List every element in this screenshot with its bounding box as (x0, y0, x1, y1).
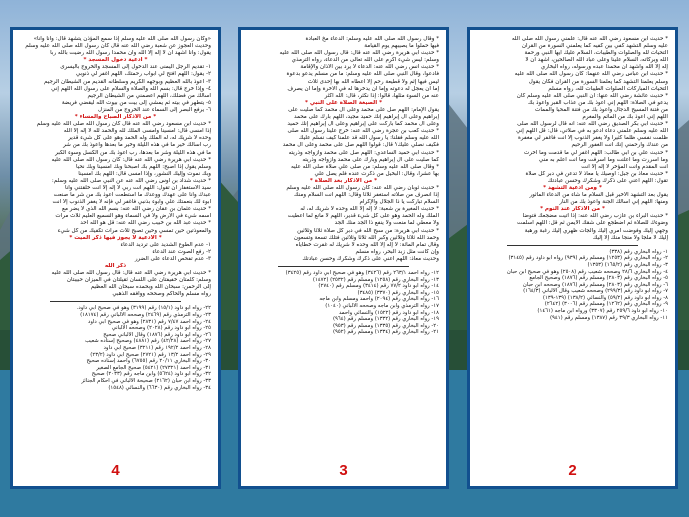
text-line: أنت المقدم وأنت المؤخر لا إله إلا أنت (581, 163, 668, 170)
text-line: * حديث شداد بن أوس رضي الله عنه عن النبي صلى الله عليه وسلم: (51, 177, 211, 184)
section-heading: ذكر الله (104, 263, 127, 269)
text-line: إبراهيم وعلى آل إبراهيم إنك حميد مجيد، اللهم بارك على محمد (294, 114, 439, 121)
text-line: ٦- يرفع البصر إلى السماء عند الخروج من المنزل (98, 106, 211, 113)
text-line: * حديث البراء بن عازب رضي الله عنه: إذا أتيت مضجعك فتوضأ (522, 213, 668, 220)
text-line: وحديث العجوز عن شعبة رضي الله عنه قال كان رسول الله صلى الله عليه وسلم (25, 43, 211, 50)
text-line: أسألك من فضلك، اللهم اعصمني من الشيطان الرجيم (87, 92, 211, 99)
section-heading: * من الأذكار بعد الصلاة * (309, 177, 378, 184)
page-3-footnotes (248, 270, 439, 336)
text-line: * حديث ابن عباس رضي الله عنهما: كان رسول الله صلى الله عليه (514, 71, 668, 78)
text-line: * حديث علي بن أبي طالب: اللهم اغفر لي ما قدمت وما أخرت (524, 149, 668, 156)
footnote: ٣٠- رواه البخاري ٢٠/١١ رقم (٦٧٥٥) وأحمد إسناده صحيح (86, 358, 211, 365)
text-line: إلى الرحمن: سبحان الله وبحمده سبحان الله العظيم (90, 284, 211, 291)
section-heading: * من الأذكار الصباح والمساء * (74, 114, 157, 121)
text-line: وحده لا شريك له، له الملك وله الحمد وهو على كل شيء قدير (68, 135, 211, 142)
footnote: ٣٢- رواه أبو داود (٥٦٢٤) وابن ماجه رقم (٢٠٣٣) صحيح (91, 371, 211, 378)
text-line: ١- تقديم الرجل اليمنى عند الدخول إلى المسجد والخروج باليسرى (60, 64, 211, 71)
text-line: * وقال صلى الله عليه وسلم: من صلى علي صلاة صلى الله عليه (290, 163, 439, 170)
text-line: من عندك وارحمني إنك أنت الغفور الرحيم (571, 142, 668, 149)
text-line: * حديث كعب بن عجرة رضي الله عنه: خرج علينا رسول الله صلى (287, 128, 439, 135)
text-line: ٢- رفع الصوت عند الدعاء (152, 248, 211, 255)
text-line: فكيف نصلي عليك؟ قال: قولوا اللهم صل على محمد وعلى آل محمد (282, 142, 439, 149)
text-line: * حديث ابن مسعود رضي الله عنه قال كان رسول الله صلى الله عليه وسلم (36, 121, 211, 128)
footnote: ١١- رواه البخاري ٣٩/٣ رقم (١٣٨٧) ومسلم رقم (٩٤١) (549, 314, 668, 321)
footnote: ٦- رواه البخاري رقم (٢٨٠٣) ومسلم رقم (١٨٧٦) وصححه ابن حبان (522, 281, 668, 288)
text-line: وحديث معاذ: اللهم أعني على ذكرك وشكرك وحسن عبادتك (302, 255, 439, 262)
text-line: رواه مسلم والحاكم وصححه ووافقه الذهبي (112, 291, 211, 298)
text-line: وإن كانت مثل زبد البحر، رواه مسلم (355, 248, 439, 255)
page-2 (467, 27, 678, 489)
page-number: 2 (568, 462, 577, 479)
footnote: ٣٣- رواه ابن حبان (٢١٦٢) صحيحة الألباني في أحكام الجنائز (81, 378, 211, 384)
section-heading: * الصيغة الصلاة على النبي * (304, 99, 383, 106)
footnote-divider (50, 301, 181, 302)
footnote: ٩- رواه البخاري رقم (١٢٦٢) ومسلم رقم (٣٠٠٦) (٢٦٤٢) (544, 301, 668, 308)
section-heading: * الأدعية لا يجوز فيها ذكر الميت * (69, 234, 162, 241)
text-line: * حديث عثمان بن عفان رضي الله عنه: بسم الله الذي لا يضر مع (62, 206, 211, 213)
text-line: * حديث أبي هريرة رضي الله عنه قال: قال رسول الله صلى الله عليه (51, 270, 211, 277)
text-line: السلام تباركت يا ذا الجلال والإكرام (359, 199, 439, 206)
footnote: ١٦- رواه البخاري رقم (٢٠٩٤) وأحمد ومسلم وابن ماجه (319, 296, 439, 303)
text-line: «وكان رسول الله صلى الله عليه وسلم إذا سمع المؤذن يتشهد قال: وأنا وأنا» (33, 36, 211, 42)
page-4 (10, 27, 221, 489)
section-heading: * من الأذكار عند النوم * (540, 206, 605, 213)
text-line: وقال تمام المائة: لا إله إلا الله وحده لا شريك له غفرت خطاياه (295, 241, 439, 248)
page-2-footnotes (477, 249, 668, 322)
text-line: * وقال رسول الله صلى الله عليه وسلم: الدعاء مخ العبادة (305, 36, 439, 42)
page-4-body (20, 36, 211, 298)
text-line: * حديث أبي هريرة رضي الله عنه قال: كان رسول الله صلى الله عليه (51, 156, 211, 163)
text-line: الملك وله الحمد وهو على كل شيء قدير، اللهم لا مانع لما أعطيت (287, 213, 439, 220)
text-line: يدعو في الصلاة: اللهم إني أعوذ بك من عذاب القبر وأعوذ بك (527, 99, 668, 106)
text-line: وعلى آل محمد كما باركت على إبراهيم وعلى آل إبراهيم إنك حميد (287, 121, 439, 128)
text-line: اسمه شيء في الأرض ولا في السماء وهو السميع العليم ثلاث مرات (55, 213, 211, 220)
footnote: ١٩- رواه البخاري رقم (١٣٣٢) ومسلم رقم (٩٦٤) (332, 316, 439, 323)
footnote: ١٥- رواه البخاري رقم (٣٣٧٠) (٣٤٨٥) (357, 289, 439, 296)
text-line: التحيات لله والصلوات والطيبات، السلام عليك أيها النبي ورحمة (524, 50, 668, 57)
text-line: يقول الإمام: اللهم صل على محمد وعلى آل محمد كما صليت على (288, 106, 439, 113)
text-line: وسلم: كلمتان خفيفتان على اللسان ثقيلتان في الميزان حبيبتان (66, 277, 211, 284)
footnote: ١- رواه البخاري رقم (٣٣٨) (609, 248, 668, 255)
footnote: ٢٩- رواه أحمد ١٣/٢ رقم (٢٧٢١) صحيح أبي داود (٢٣/٢) (90, 351, 211, 358)
footnote: ١٤- رواه أبو داود ٧٧/٢ رقم (٣٤١٤) ومسلم رقم (٢٧٤٠) (318, 283, 439, 290)
footnote: ٧- رواه أبو داود رقم (٢٩٩/٣) وصححه شعيب وقال الألباني (١٦٤/٣) (523, 288, 668, 295)
footnote: ٤- رواه البخاري ٢٨/٦ وصححه شعيب رقم (٢٥٠٨) وهو في صحيح ابن حبان (506, 268, 668, 275)
footnote: ٢- رواه البخاري رقم (١٢٥٣) ومسلم رقم (٩٣٩) رواه أبو داود رقم (٣١٤٥) (508, 255, 668, 262)
text-line: رب أسألك خير ما في هذه الليلة وخير ما بعدها وأعوذ بك من شر (63, 142, 211, 149)
text-line: أبوء لك بنعمتك علي وأبوء بذنبي فاغفر لي فإنه لا يغفر الذنوب إلا أنت (52, 199, 211, 206)
section-heading: * أدعية دخول المسجد * (83, 57, 148, 64)
page-2-body (477, 36, 668, 242)
text-line: تقول: اللهم أعني على ذكرك وشكرك وحسن عبادتك (547, 177, 668, 184)
text-line: * حديث عبد الله بن خبيب رضي الله عنه: قل هو الله أحد (80, 220, 211, 227)
page-3-body (248, 36, 439, 263)
footnote: ١٧- رواه الترمذي وابن ماجه وصححه الألباني (١٠٤٠) (325, 302, 439, 309)
text-line: ٥- يتطهر في بيته ثم يمشي إلى بيت من بيوت الله ليقضي فريضة (61, 99, 211, 106)
text-line: وحمد الله ثلاثا وثلاثين وكبر الله ثلاثا وثلاثين فتلك تسعة وتسعون (293, 234, 439, 241)
footnote: ٨- رواه أبو داود رقم (٥٩/٢) والنسائي (١٣٨/٢) (١٣٩-١٣٩) (542, 294, 668, 301)
page-number: 3 (339, 462, 348, 479)
text-line: ٣- أعوذ بالله العظيم وبوجهه الكريم وسلطانه القديم من الشيطان الرجيم (44, 78, 211, 85)
text-line: * حديث أبي هريرة رضي الله عنه قال: قال رسول الله صلى الله عليه (279, 50, 439, 57)
text-line: والمعوذتين حين تمسي وحين تصبح ثلاث مرات تكفيك من كل شيء (57, 227, 211, 234)
footnote: ٢٤- رواه أحمد ٧/٤٧ رقم (٢٨٣١) وهو في صحيح أبي داود (88, 318, 211, 325)
text-line: ٢- يقول: اللهم افتح لي أبواب رحمتك، اللهم اغفر لي ذنوبي (75, 71, 211, 78)
text-line: * حديث أبي بكر الصديق رضي الله عنه: أنه قال لرسول الله صلى (517, 121, 668, 128)
text-line: ١- عدم الطوع الشديد على ترديد الدعاء (120, 241, 211, 248)
text-line: ومنها: اللهم إني أسألك الجنة وأعوذ بك من النار (559, 199, 668, 206)
footnote: ٢٢- رواه أبو داود (١٥/١) رقم (٣١٩٩) وهو في صحيح أبي داود. (76, 305, 211, 312)
text-line: ليس فيها إثم ولا قطيعة رحم إلا أعطاه الله بها إحدى ثلاث (307, 78, 439, 85)
text-line: عنه من السوء مثلها، قالوا: إذا نكثر، قال: الله أكثر (324, 92, 439, 99)
page-3 (238, 27, 449, 489)
text-line: إليك لا ملجأ ولا منجا منك إلا إليك (592, 234, 668, 241)
text-line: ولا معطي لما منعت ولا ينفع ذا الجد منك الجد (334, 220, 439, 227)
footnote: ٣- رواه البخاري رقم (١٦٥/٢) (١٣٥٣) (587, 261, 668, 268)
footnote: ٢٧- رواه أحمد (٤٢/٢٨) رقم (٤٨٨١) وصحيح إسناده شعيب (84, 338, 211, 345)
footnote: ٣٤- رواه البخاري رقم (٦٦٣٠) والنسائي (١٥٤٨) (108, 384, 211, 391)
text-line: كما صليت على آل إبراهيم وبارك على محمد وأزواجه وذريته (302, 156, 439, 163)
text-line: * حديث أبي حميد الساعدي: اللهم صل على محمد وأزواجه وذريته (288, 149, 439, 156)
footnote: ١٣- رواه البخاري رقم (١٢٥٨) ومسلم رقم (٢٥٣٢) (١٤٧٢) (312, 276, 439, 283)
text-line: * حديث أنس رضي الله عنه: الدعاء لا يرد بين الأذان والإقامة (300, 64, 439, 71)
text-line: إذا انصرف من صلاته استغفر ثلاثا وقال: اللهم أنت السلام ومنك (293, 192, 439, 199)
text-line: الله عليه وسلم علمني دعاء أدعو به في صلاتي، قال: قل اللهم إني (516, 128, 668, 135)
text-line: ٣- عدم تفحص الدعاء على الضرر (134, 255, 211, 262)
footnote: ٢٠- رواه البخاري رقم (١٣٣٥) ومسلم رقم (٩٥٣) (332, 322, 439, 329)
text-line: * حديث المغيرة بن شعبة: لا إله إلا الله وحده لا شريك له، له (300, 206, 439, 213)
text-line: الله عليه وسلم فقلنا: يا رسول الله قد علمنا كيف نسلم عليك (298, 135, 439, 142)
footnote: ٢٥- رواه أبو داود رقم (٢٠٢٨) وصححه الألباني (111, 325, 211, 332)
section-heading: * ومن أدعية التشهد * (543, 184, 602, 191)
text-line: سيد الاستغفار أن تقول: اللهم أنت ربي لا إله إلا أنت خلقتني وأنا (64, 184, 211, 191)
text-line: إما أن يعجل له دعوته وإما أن يدخرها له في الآخرة وإما أن يصرف (287, 85, 439, 92)
footnote: ١٨- رواه أبو داود رقم (١٥٢٢) والنسائي وأحمد (339, 309, 439, 316)
text-line: عليه وسلم التشهد كفي بين كفيه كما يعلمني السورة من القرآن (521, 43, 668, 50)
text-line: من فتنة المسيح الدجال وأعوذ بك من فتنة المحيا والممات (535, 106, 668, 113)
footnote: ٢٣- رواه الترمذي رقم (٢٤٦٩) وصححه الألباني رقم (١٨١٧٤) (80, 312, 211, 319)
text-line: إذا أمسى قال: أمسينا وأمسى الملك لله والحمد لله لا إله إلا الله (63, 128, 211, 135)
footnote-divider (507, 245, 638, 246)
text-line: ظلمت نفسي ظلما كثيرا ولا يغفر الذنوب إلا أنت فاغفر لي مغفرة (518, 135, 668, 142)
text-line: يقول: وأنا أشهد أن لا إله إلا الله وأن محمدا رسول الله رضيت بالله ربا (50, 50, 211, 57)
text-line: وسلم: ليس شيء أكرم على الله تعالى من الدعاء، رواه الترمذي (291, 57, 439, 64)
text-line: ٤- وإذا خرج قال: بسم الله والصلاة والسلام على رسول الله اللهم إني (51, 85, 211, 92)
text-line: * حديث عائشة رضي الله عنها: أن النبي صلى الله عليه وسلم كان (516, 92, 668, 99)
text-line: اللهم إني أعوذ بك من المأثم والمغرم (582, 114, 668, 121)
footnote: ٢٦- رواه أبو داود رقم (١٨٧٦) وقال الألباني صحيح (103, 331, 211, 338)
page-4-footnotes (20, 305, 211, 391)
text-line: عبدك وأنا على عهدك ووعدك ما استطعت أعوذ بك من شر ما صنعت (53, 192, 211, 199)
text-line: فيها حملوا ما يصيبهم يوم القيامة (364, 43, 439, 50)
text-line: ما في هذه الليلة وشر ما بعدها، رب أعوذ بك من الكسل وسوء الكبر (55, 149, 211, 156)
text-line: وجهي إليك وفوضت أمري إليك وألجأت ظهري إليك رغبة ورهبة (524, 227, 668, 234)
text-line: وسلم يعلمنا التشهد كما يعلمنا السورة من القرآن فكان يقول (528, 78, 668, 85)
footnote: ١٢- رواه أحمد ٢٦٣/١ رقم (٣٤٢٦) وهو في صحيح أبي داود رقم (٣٤٢٥) (285, 270, 439, 276)
footnote: ٢١- رواه البخاري رقم (١٣٣٤) ومسلم رقم (٩٥٢) (332, 329, 439, 336)
text-line: * حديث معاذ بن جبل: أوصيك يا معاذ لا تدعن في دبر كل صلاة (525, 170, 668, 177)
text-line: الله وبركاته، السلام علينا وعلى عباد الله الصالحين، أشهد أن لا (525, 57, 668, 64)
text-line: وما أسررت وما أعلنت وما أسرفت وما أنت أعلم به مني (538, 156, 668, 163)
footnote-divider (278, 266, 409, 267)
footnote: ٥- رواه البخاري رقم (٢٨٠٣) ومسلم رقم (١٨٧٦) وصحيح الجامع (529, 275, 668, 282)
text-line: فادعوا، وقال النبي صلى الله عليه وسلم: ما من مسلم يدعو بدعوة (286, 71, 439, 78)
text-line: وبك نموت وإليك النشور، وإذا أمسى قال: اللهم بك أمسينا (78, 170, 211, 177)
page-number: 4 (111, 462, 120, 479)
footnote: ١٠- رواه أبو داود ٢٥٩/٦ رقم (٣٣٠٧) ورواه ابن ماجه (١٤٦١) (537, 308, 668, 315)
text-line: * حديث ابن مسعود رضي الله عنه قال: علمني رسول الله صلى الله (511, 36, 668, 42)
text-line: التحيات المباركات الصلوات الطيبات لله، رواه مسلم (548, 85, 668, 92)
footnote: ٣١- رواه أحمد (٢٧٣٢١) (٥٤٢١) صحيح الجامع الصغير (96, 364, 211, 371)
text-line: وضوءك للصلاة ثم اضطجع على شقك الأيمن ثم قل: اللهم أسلمت (517, 220, 668, 227)
footnote: ٢٨- رواه أحمد ١٩٢/٢ رقم (٣٢١١) صحيح أبي داود (103, 345, 211, 352)
text-line: * حديث أبي هريرة: من سبح الله في دبر كل صلاة ثلاثا وثلاثين (297, 227, 439, 234)
text-line: * حديث ثوبان رضي الله عنه: كان رسول الله صلى الله عليه وسلم (286, 184, 439, 191)
text-line: إله إلا الله وأشهد أن محمدا عبده ورسوله، رواه البخاري (540, 64, 668, 71)
text-line: وسلم يقول إذا أصبح: اللهم بك أصبحنا وبك أمسينا وبك نحيا (76, 163, 211, 170)
text-line: يقول بعد التشهد الأخير قبل السلام ما شاء من الدعاء المأثور (529, 192, 668, 199)
text-line: بها عشرا، وقال: البخيل من ذكرت عنده فلم يصل علي (314, 170, 439, 177)
